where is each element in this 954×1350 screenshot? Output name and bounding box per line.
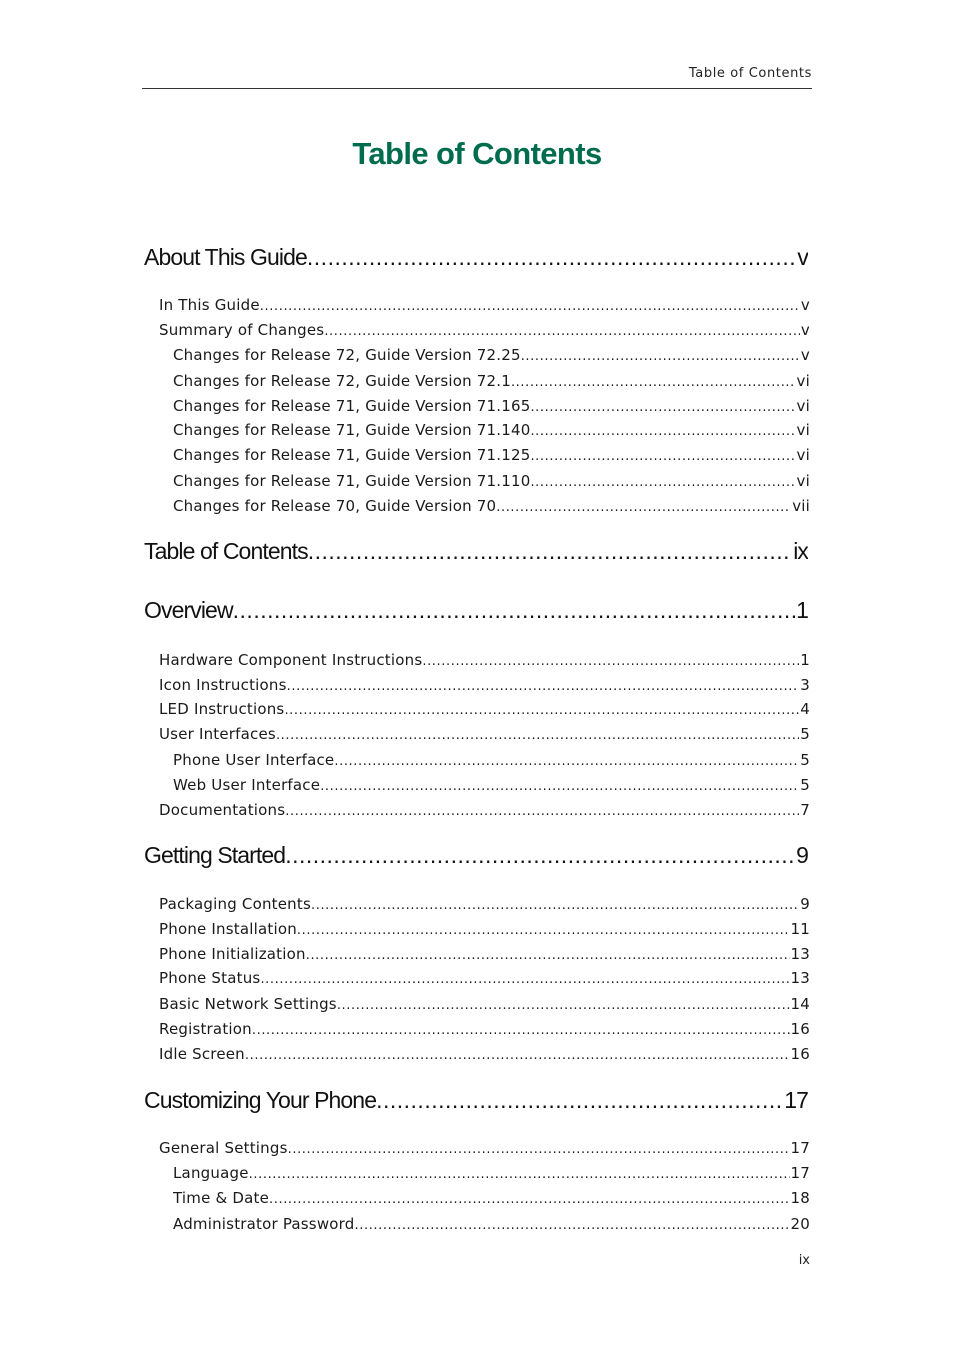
- toc-leader: [233, 597, 795, 624]
- toc-section-entry[interactable]: [159, 1020, 810, 1038]
- toc-section-entry[interactable]: [159, 1045, 810, 1063]
- toc-subsection-entry[interactable]: [173, 1164, 810, 1182]
- toc-section-entry[interactable]: [159, 920, 810, 938]
- toc-entry-label: Table of Contents: [144, 538, 308, 564]
- toc-entry-page: vi: [796, 372, 810, 390]
- toc-entry-page: 5: [800, 751, 810, 769]
- toc-section-entry[interactable]: [159, 676, 810, 694]
- toc-chapter-entry[interactable]: [144, 1087, 808, 1114]
- toc-entry-label: LED Instructions: [159, 700, 285, 718]
- toc-entry-page: ix: [793, 538, 808, 564]
- toc-entry-page: 9: [800, 895, 810, 913]
- toc-subsection-entry[interactable]: [173, 397, 810, 415]
- toc-leader: [260, 972, 789, 987]
- toc-entry-page: v: [797, 244, 808, 270]
- toc-entry-page: 17: [790, 1164, 810, 1182]
- toc-entry-page: vi: [796, 446, 810, 464]
- toc-entry-page: vii: [792, 497, 810, 515]
- toc-leader: [276, 728, 799, 743]
- toc-leader: [287, 679, 800, 694]
- toc-leader: [376, 1087, 783, 1114]
- toc-chapter-entry[interactable]: [144, 244, 808, 271]
- toc-subsection-entry[interactable]: [173, 1189, 810, 1207]
- running-header: Table of Contents: [688, 66, 812, 81]
- toc-leader: [530, 424, 795, 439]
- toc-entry-label: About This Guide: [144, 244, 307, 270]
- toc-entry-page: v: [800, 346, 810, 364]
- toc-subsection-entry[interactable]: [173, 751, 810, 769]
- toc-entry-label: Hardware Component Instructions: [159, 651, 423, 669]
- toc-entry-label: Web User Interface: [173, 776, 321, 794]
- toc-leader: [320, 779, 799, 794]
- toc-subsection-entry[interactable]: [173, 1215, 810, 1233]
- toc-entry-page: 17: [784, 1087, 808, 1113]
- toc-entry-label: Time & Date: [173, 1189, 269, 1207]
- toc-entry-label: Changes for Release 71, Guide Version 71.165: [173, 397, 531, 415]
- toc-entry-page: 14: [790, 995, 810, 1013]
- toc-section-entry[interactable]: [159, 700, 810, 718]
- page-number: ix: [798, 1253, 810, 1268]
- toc-entry-page: 9: [796, 842, 808, 868]
- toc-entry-label: Idle Screen: [159, 1045, 245, 1063]
- toc-entry-page: v: [800, 321, 810, 339]
- toc-leader: [284, 703, 799, 718]
- toc-entry-page: 4: [800, 700, 810, 718]
- toc-leader: [521, 349, 800, 364]
- toc-entry-label: User Interfaces: [159, 725, 276, 743]
- toc-leader: [311, 898, 799, 913]
- toc-entry-label: Changes for Release 70, Guide Version 70: [173, 497, 497, 515]
- toc-section-entry[interactable]: [159, 895, 810, 913]
- toc-chapter-entry[interactable]: [144, 842, 808, 869]
- toc-entry-page: 11: [790, 920, 810, 938]
- toc-leader: [245, 1048, 790, 1063]
- toc-leader: [269, 1192, 790, 1207]
- toc-section-entry[interactable]: [159, 725, 810, 743]
- toc-section-entry[interactable]: [159, 1139, 810, 1157]
- toc-entry-label: Phone Status: [159, 969, 261, 987]
- toc-subsection-entry[interactable]: [173, 346, 810, 364]
- toc-entry-label: Changes for Release 72, Guide Version 72.1: [173, 372, 511, 390]
- toc-leader: [337, 998, 790, 1013]
- toc-section-entry[interactable]: [159, 945, 810, 963]
- toc-leader: [297, 923, 790, 938]
- toc-leader: [308, 538, 792, 565]
- toc-section-entry[interactable]: [159, 321, 810, 339]
- toc-entry-label: Language: [173, 1164, 249, 1182]
- toc-entry-page: 5: [800, 776, 810, 794]
- toc-entry-page: 3: [800, 676, 810, 694]
- toc-entry-page: v: [800, 296, 810, 314]
- page-title: Table of Contents: [352, 136, 602, 171]
- toc-entry-page: 7: [800, 801, 810, 819]
- toc-entry-label: Changes for Release 71, Guide Version 71.140: [173, 421, 531, 439]
- toc-leader: [530, 475, 795, 490]
- toc-leader: [334, 754, 799, 769]
- toc-entry-label: Changes for Release 72, Guide Version 72.25: [173, 346, 521, 364]
- toc-chapter-entry[interactable]: [144, 538, 808, 565]
- toc-subsection-entry[interactable]: [173, 776, 810, 794]
- toc-leader: [306, 948, 790, 963]
- toc-leader: [530, 400, 795, 415]
- toc-entry-label: Documentations: [159, 801, 286, 819]
- toc-leader: [511, 375, 796, 390]
- toc-entry-label: Phone User Interface: [173, 751, 335, 769]
- toc-section-entry[interactable]: [159, 995, 810, 1013]
- toc-subsection-entry[interactable]: [173, 421, 810, 439]
- toc-entry-page: vi: [796, 397, 810, 415]
- toc-leader: [324, 324, 800, 339]
- toc-leader: [288, 1142, 790, 1157]
- toc-subsection-entry[interactable]: [173, 472, 810, 490]
- toc-entry-page: vi: [796, 472, 810, 490]
- toc-entry-label: Phone Initialization: [159, 945, 306, 963]
- toc-leader: [422, 654, 799, 669]
- toc-leader: [530, 449, 795, 464]
- toc-entry-label: Administrator Password: [173, 1215, 355, 1233]
- toc-leader: [252, 1023, 790, 1038]
- toc-entry-label: General Settings: [159, 1139, 288, 1157]
- toc-entry-page: 16: [790, 1020, 810, 1038]
- toc-entry-label: Icon Instructions: [159, 676, 287, 694]
- toc-entry-label: Getting Started: [144, 842, 286, 868]
- toc-leader: [285, 842, 795, 869]
- toc-chapter-entry[interactable]: [144, 597, 808, 624]
- toc-entry-label: Phone Installation: [159, 920, 297, 938]
- toc-subsection-entry[interactable]: [173, 372, 810, 390]
- toc-entry-page: 16: [790, 1045, 810, 1063]
- toc-entry-page: 5: [800, 725, 810, 743]
- toc-subsection-entry[interactable]: [173, 497, 810, 515]
- toc-entry-page: 1: [796, 597, 808, 623]
- toc-entry-label: Changes for Release 71, Guide Version 71.110: [173, 472, 531, 490]
- toc-entry-label: Packaging Contents: [159, 895, 311, 913]
- toc-entry-label: Summary of Changes: [159, 321, 325, 339]
- toc-entry-label: Basic Network Settings: [159, 995, 337, 1013]
- toc-section-entry[interactable]: [159, 296, 810, 314]
- toc-leader: [496, 500, 791, 515]
- toc-entry-label: Customizing Your Phone: [144, 1087, 377, 1113]
- toc-entry-page: 20: [790, 1215, 810, 1233]
- toc-subsection-entry[interactable]: [173, 446, 810, 464]
- toc-entry-page: 17: [790, 1139, 810, 1157]
- toc-entry-page: 18: [790, 1189, 810, 1207]
- toc-section-entry[interactable]: [159, 801, 810, 819]
- toc-entry-page: 1: [800, 651, 810, 669]
- toc-entry-label: Changes for Release 71, Guide Version 71.125: [173, 446, 531, 464]
- toc-entry-page: 13: [790, 945, 810, 963]
- toc-entry-label: Registration: [159, 1020, 252, 1038]
- toc-leader: [307, 244, 796, 271]
- toc-leader: [260, 299, 800, 314]
- toc-leader: [249, 1167, 790, 1182]
- toc-section-entry[interactable]: [159, 969, 810, 987]
- toc-entry-page: vi: [796, 421, 810, 439]
- toc-section-entry[interactable]: [159, 651, 810, 669]
- toc-leader: [355, 1218, 790, 1233]
- toc-entry-page: 13: [790, 969, 810, 987]
- toc-entry-label: In This Guide: [159, 296, 260, 314]
- toc-leader: [285, 804, 799, 819]
- toc-entry-label: Overview: [144, 597, 233, 623]
